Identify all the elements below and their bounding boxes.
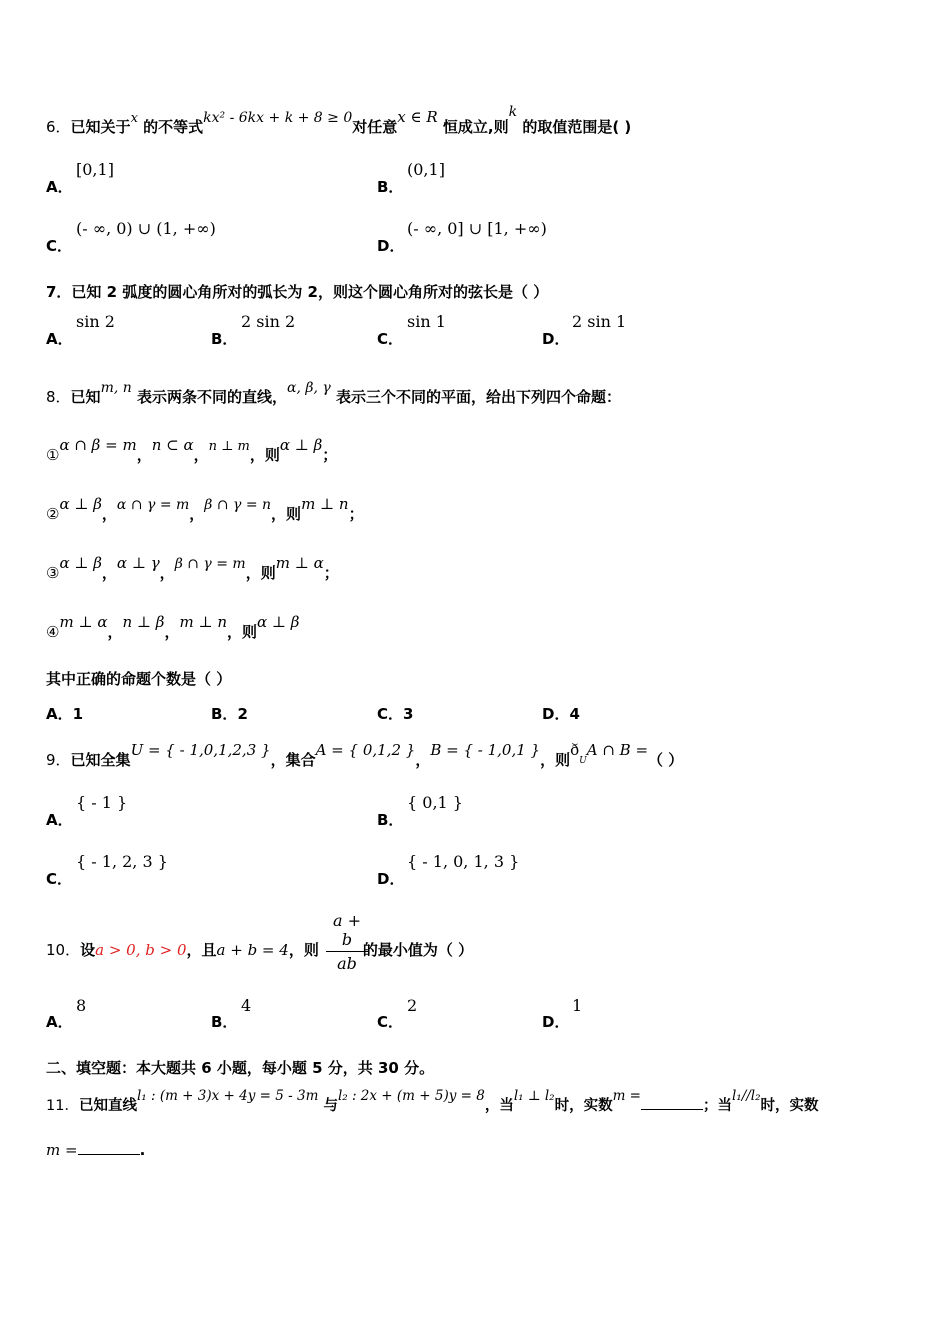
q10-fraction: a + b ab [326, 911, 368, 973]
q7-option-a: sin 2 [76, 312, 115, 331]
q6-domain: x ∈ R [397, 108, 438, 126]
q7-option-b-label: B． [211, 330, 238, 348]
q9-stem: 9．已知全集U = { - 1,0,1,2,3 }，集合A = { 0,1,2 }，B = { - 1,0,1 }，则ðUA ∩ B =（ ） [46, 741, 684, 769]
q11-blank-2[interactable] [78, 1140, 140, 1155]
q8-option-b: B．2 [211, 705, 248, 723]
q9-option-b-label: B． [377, 811, 404, 829]
q9-option-a: { - 1 } [76, 793, 128, 812]
q10-option-b: 4 [241, 996, 252, 1015]
q8-option-a: A．1 [46, 705, 84, 723]
q8-proposition-4: ④m ⊥ α，n ⊥ β，m ⊥ n，则α ⊥ β [46, 613, 300, 641]
q6-option-d: (- ∞, 0] ∪ [1, +∞) [407, 219, 547, 238]
q7-option-d-label: D． [542, 330, 570, 348]
q8-option-c: C．3 [377, 705, 414, 723]
q6-option-d-label: D． [377, 237, 405, 255]
q6-option-a: [0,1] [76, 160, 114, 179]
q6-option-c-label: C． [46, 237, 73, 255]
q8-stem: 8．已知m, n 表示两条不同的直线，α, β, γ 表示三个不同的平面，给出下列四个命题： [46, 380, 621, 406]
q7-stem: 7．已知 2 弧度的圆心角所对的弧长为 2，则这个圆心角所对的弦长是（ ） [46, 283, 549, 301]
q8-proposition-1: ①α ∩ β = m，n ⊂ α，n ⊥ m，则α ⊥ β； [46, 436, 338, 464]
q6-option-b: (0,1] [407, 160, 445, 179]
q9-option-d: { - 1, 0, 1, 3 } [407, 852, 520, 871]
q10-option-a-label: A． [46, 1013, 73, 1031]
q6-stem: 6．已知关于x 的不等式kx² - 6kx + k + 8 ≥ 0对任意x ∈ R 恒成立,则k 的取值范围是( ) [46, 104, 632, 136]
q7-option-b: 2 sin 2 [241, 312, 296, 331]
q8-option-d: D．4 [542, 705, 580, 723]
q8-proposition-2: ②α ⊥ β，α ∩ γ = m，β ∩ γ = n，则m ⊥ n； [46, 495, 364, 523]
q9-option-b: { 0,1 } [407, 793, 463, 812]
q10-option-a: 8 [76, 996, 87, 1015]
q10-option-b-label: B． [211, 1013, 238, 1031]
section-2-heading: 二、填空题：本大题共 6 小题，每小题 5 分，共 30 分。 [46, 1059, 435, 1077]
q9-option-c: { - 1, 2, 3 } [76, 852, 168, 871]
q7-option-a-label: A． [46, 330, 73, 348]
q7-option-c: sin 1 [407, 312, 446, 331]
q10-option-c: 2 [407, 996, 418, 1015]
q9-option-d-label: D． [377, 870, 405, 888]
q10-option-d: 1 [572, 996, 583, 1015]
q6-option-c: (- ∞, 0) ∪ (1, +∞) [76, 219, 216, 238]
q11-blank-1[interactable] [641, 1095, 703, 1110]
q10-option-c-label: C． [377, 1013, 404, 1031]
q7-option-d: 2 sin 1 [572, 312, 627, 331]
q11-second-line: m = . [46, 1141, 146, 1159]
q10-option-d-label: D． [542, 1013, 570, 1031]
q8-proposition-3: ③α ⊥ β，α ⊥ γ，β ∩ γ = m，则m ⊥ α； [46, 554, 339, 582]
q6-option-b-label: B． [377, 178, 404, 196]
q9-option-a-label: A． [46, 811, 73, 829]
q7-option-c-label: C． [377, 330, 404, 348]
q6-inequality: kx² - 6kx + k + 8 ≥ 0 [203, 110, 353, 126]
q9-option-c-label: C． [46, 870, 73, 888]
q6-option-a-label: A． [46, 178, 73, 196]
q10-stem: 10．设a > 0, b > 0，且a + b = 4，则 的最小值为（ ） [46, 941, 474, 959]
q8-question: 其中正确的命题个数是（ ） [46, 670, 232, 688]
q11-stem: 11．已知直线l₁ : (m + 3)x + 4y = 5 - 3m 与l₂ : 2x + (m + 5)y = 8，当l₁ ⊥ l₂时，实数m =；当l₁//l₂时，实数 [46, 1088, 819, 1114]
